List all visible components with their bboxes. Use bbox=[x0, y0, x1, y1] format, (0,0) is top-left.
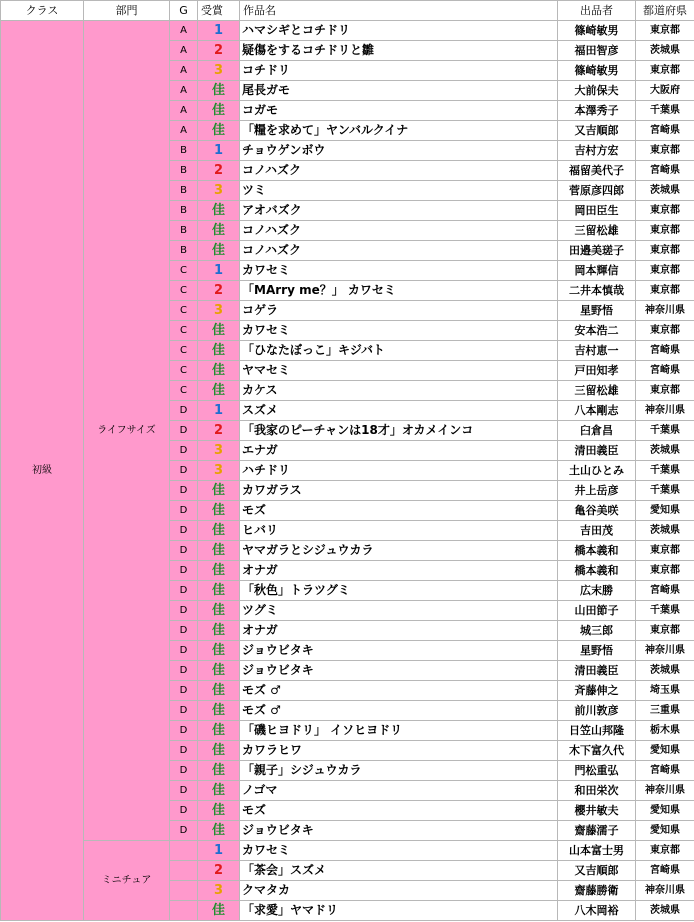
author-cell: 三留松雄 bbox=[558, 221, 636, 241]
author-cell: 福田智彦 bbox=[558, 41, 636, 61]
group-cell: B bbox=[170, 201, 198, 221]
prefecture-cell: 千葉県 bbox=[636, 421, 694, 441]
award-cell: 佳 bbox=[198, 201, 240, 221]
group-cell: B bbox=[170, 241, 198, 261]
award-cell: 佳 bbox=[198, 101, 240, 121]
title-cell: コゲラ bbox=[240, 301, 558, 321]
group-cell: D bbox=[170, 761, 198, 781]
group-cell bbox=[170, 901, 198, 921]
prefecture-cell: 宮崎県 bbox=[636, 161, 694, 181]
department-cell: ライフサイズ bbox=[84, 21, 170, 841]
title-cell: 「親子」シジュウカラ bbox=[240, 761, 558, 781]
prefecture-cell: 東京都 bbox=[636, 561, 694, 581]
group-cell: D bbox=[170, 641, 198, 661]
award-cell: 佳 bbox=[198, 721, 240, 741]
author-cell: 福留美代子 bbox=[558, 161, 636, 181]
group-cell: B bbox=[170, 161, 198, 181]
author-cell: 亀谷美咲 bbox=[558, 501, 636, 521]
title-cell: カワセミ bbox=[240, 841, 558, 861]
author-cell: 櫻井敏夫 bbox=[558, 801, 636, 821]
prefecture-cell: 神奈川県 bbox=[636, 301, 694, 321]
title-cell: ハチドリ bbox=[240, 461, 558, 481]
prefecture-cell: 千葉県 bbox=[636, 101, 694, 121]
author-cell: 岡本輝信 bbox=[558, 261, 636, 281]
award-cell: 佳 bbox=[198, 621, 240, 641]
award-cell: 佳 bbox=[198, 81, 240, 101]
title-cell: カワラヒワ bbox=[240, 741, 558, 761]
author-cell: 篠崎敏男 bbox=[558, 21, 636, 41]
group-cell: C bbox=[170, 321, 198, 341]
prefecture-cell: 東京都 bbox=[636, 241, 694, 261]
prefecture-cell: 栃木県 bbox=[636, 721, 694, 741]
prefecture-cell: 宮崎県 bbox=[636, 121, 694, 141]
award-cell: 佳 bbox=[198, 361, 240, 381]
title-cell: ヒバリ bbox=[240, 521, 558, 541]
group-cell: A bbox=[170, 41, 198, 61]
title-cell: 「ひなたぼっこ」キジバト bbox=[240, 341, 558, 361]
table-row bbox=[1, 841, 694, 861]
title-cell: チョウゲンボウ bbox=[240, 141, 558, 161]
header-pref: 都道府県 bbox=[636, 1, 694, 21]
award-cell: 3 bbox=[198, 441, 240, 461]
author-cell: 本澤秀子 bbox=[558, 101, 636, 121]
author-cell: 木下富久代 bbox=[558, 741, 636, 761]
title-cell: モズ ♂ bbox=[240, 681, 558, 701]
title-cell: ジョウビタキ bbox=[240, 641, 558, 661]
prefecture-cell: 大阪府 bbox=[636, 81, 694, 101]
title-cell: コノハズク bbox=[240, 241, 558, 261]
title-cell: オナガ bbox=[240, 621, 558, 641]
title-cell: 「磯ヒヨドリ」 イソヒヨドリ bbox=[240, 721, 558, 741]
group-cell: D bbox=[170, 661, 198, 681]
award-cell: 2 bbox=[198, 41, 240, 61]
group-cell: D bbox=[170, 481, 198, 501]
group-cell: D bbox=[170, 781, 198, 801]
prefecture-cell: 宮崎県 bbox=[636, 361, 694, 381]
award-cell: 佳 bbox=[198, 821, 240, 841]
award-cell: 3 bbox=[198, 61, 240, 81]
prefecture-cell: 神奈川県 bbox=[636, 641, 694, 661]
department-cell: ミニチュア bbox=[84, 841, 170, 921]
prefecture-cell: 東京都 bbox=[636, 21, 694, 41]
author-cell: 城三郎 bbox=[558, 621, 636, 641]
author-cell: 清田義臣 bbox=[558, 661, 636, 681]
title-cell: コノハズク bbox=[240, 161, 558, 181]
title-cell: コチドリ bbox=[240, 61, 558, 81]
award-cell: 2 bbox=[198, 281, 240, 301]
title-cell: コガモ bbox=[240, 101, 558, 121]
award-cell: 1 bbox=[198, 401, 240, 421]
award-cell: 佳 bbox=[198, 521, 240, 541]
group-cell: D bbox=[170, 401, 198, 421]
prefecture-cell: 東京都 bbox=[636, 281, 694, 301]
award-cell: 佳 bbox=[198, 601, 240, 621]
header-award: 受賞 bbox=[198, 1, 240, 21]
group-cell: B bbox=[170, 181, 198, 201]
group-cell: D bbox=[170, 561, 198, 581]
award-cell: 2 bbox=[198, 161, 240, 181]
title-cell: アオバズク bbox=[240, 201, 558, 221]
header-dept: 部門 bbox=[84, 1, 170, 21]
prefecture-cell: 茨城県 bbox=[636, 521, 694, 541]
award-cell: 2 bbox=[198, 421, 240, 441]
award-cell: 佳 bbox=[198, 501, 240, 521]
table-row bbox=[1, 21, 694, 41]
group-cell: D bbox=[170, 821, 198, 841]
prefecture-cell: 茨城県 bbox=[636, 41, 694, 61]
author-cell: 齋藤勝衛 bbox=[558, 881, 636, 901]
title-cell: モズ ♂ bbox=[240, 701, 558, 721]
award-cell: 佳 bbox=[198, 781, 240, 801]
prefecture-cell: 千葉県 bbox=[636, 461, 694, 481]
award-cell: 佳 bbox=[198, 321, 240, 341]
award-cell: 佳 bbox=[198, 241, 240, 261]
header-author: 出品者 bbox=[558, 1, 636, 21]
author-cell: 吉村恵一 bbox=[558, 341, 636, 361]
award-cell: 1 bbox=[198, 261, 240, 281]
prefecture-cell: 東京都 bbox=[636, 201, 694, 221]
title-cell: ジョウビタキ bbox=[240, 661, 558, 681]
award-cell: 佳 bbox=[198, 581, 240, 601]
author-cell: 山田節子 bbox=[558, 601, 636, 621]
author-cell: 和田栄次 bbox=[558, 781, 636, 801]
prefecture-cell: 神奈川県 bbox=[636, 881, 694, 901]
prefecture-cell: 東京都 bbox=[636, 261, 694, 281]
group-cell: A bbox=[170, 21, 198, 41]
author-cell: 清田義臣 bbox=[558, 441, 636, 461]
group-cell: C bbox=[170, 261, 198, 281]
title-cell: ハマシギとコチドリ bbox=[240, 21, 558, 41]
award-cell: 佳 bbox=[198, 541, 240, 561]
header-class: クラス bbox=[1, 1, 84, 21]
prefecture-cell: 茨城県 bbox=[636, 661, 694, 681]
prefecture-cell: 東京都 bbox=[636, 321, 694, 341]
award-cell: 3 bbox=[198, 181, 240, 201]
author-cell: 又吉順郎 bbox=[558, 121, 636, 141]
prefecture-cell: 東京都 bbox=[636, 221, 694, 241]
author-cell: 篠崎敏男 bbox=[558, 61, 636, 81]
header-group: G bbox=[170, 1, 198, 21]
award-cell: 3 bbox=[198, 461, 240, 481]
title-cell: 「糧を求めて」ヤンバルクイナ bbox=[240, 121, 558, 141]
award-cell: 佳 bbox=[198, 121, 240, 141]
award-cell: 佳 bbox=[198, 801, 240, 821]
title-cell: モズ bbox=[240, 501, 558, 521]
title-cell: エナガ bbox=[240, 441, 558, 461]
prefecture-cell: 千葉県 bbox=[636, 601, 694, 621]
author-cell: 臼倉昌 bbox=[558, 421, 636, 441]
group-cell: A bbox=[170, 101, 198, 121]
title-cell: ツミ bbox=[240, 181, 558, 201]
award-cell: 佳 bbox=[198, 641, 240, 661]
award-cell: 1 bbox=[198, 21, 240, 41]
title-cell: コノハズク bbox=[240, 221, 558, 241]
prefecture-cell: 愛知県 bbox=[636, 501, 694, 521]
award-cell: 1 bbox=[198, 141, 240, 161]
author-cell: 又吉順郎 bbox=[558, 861, 636, 881]
author-cell: 吉村方宏 bbox=[558, 141, 636, 161]
award-cell: 1 bbox=[198, 841, 240, 861]
group-cell: C bbox=[170, 361, 198, 381]
group-cell: D bbox=[170, 681, 198, 701]
award-cell: 佳 bbox=[198, 341, 240, 361]
author-cell: 井上岳彦 bbox=[558, 481, 636, 501]
title-cell: 尾長ガモ bbox=[240, 81, 558, 101]
award-cell: 3 bbox=[198, 301, 240, 321]
group-cell: A bbox=[170, 121, 198, 141]
author-cell: 田邉美瑳子 bbox=[558, 241, 636, 261]
group-cell: D bbox=[170, 441, 198, 461]
prefecture-cell: 東京都 bbox=[636, 141, 694, 161]
title-cell: 「秋色」トラツグミ bbox=[240, 581, 558, 601]
author-cell: 吉田茂 bbox=[558, 521, 636, 541]
group-cell: D bbox=[170, 721, 198, 741]
title-cell: 「茶会」スズメ bbox=[240, 861, 558, 881]
award-cell: 佳 bbox=[198, 741, 240, 761]
award-cell: 佳 bbox=[198, 761, 240, 781]
group-cell bbox=[170, 861, 198, 881]
title-cell: カワセミ bbox=[240, 321, 558, 341]
group-cell: D bbox=[170, 701, 198, 721]
prefecture-cell: 神奈川県 bbox=[636, 401, 694, 421]
award-cell: 佳 bbox=[198, 481, 240, 501]
award-cell: 佳 bbox=[198, 661, 240, 681]
award-cell: 佳 bbox=[198, 901, 240, 921]
author-cell: 八本剛志 bbox=[558, 401, 636, 421]
prefecture-cell: 宮崎県 bbox=[636, 341, 694, 361]
author-cell: 岡田臣生 bbox=[558, 201, 636, 221]
title-cell: カワセミ bbox=[240, 261, 558, 281]
group-cell: D bbox=[170, 541, 198, 561]
title-cell: オナガ bbox=[240, 561, 558, 581]
group-cell: D bbox=[170, 601, 198, 621]
prefecture-cell: 愛知県 bbox=[636, 821, 694, 841]
author-cell: 戸田知孝 bbox=[558, 361, 636, 381]
group-cell: C bbox=[170, 281, 198, 301]
group-cell: B bbox=[170, 221, 198, 241]
author-cell: 二井本慎哉 bbox=[558, 281, 636, 301]
prefecture-cell: 茨城県 bbox=[636, 901, 694, 921]
group-cell bbox=[170, 881, 198, 901]
prefecture-cell: 埼玉県 bbox=[636, 681, 694, 701]
title-cell: モズ bbox=[240, 801, 558, 821]
award-cell: 佳 bbox=[198, 681, 240, 701]
group-cell: D bbox=[170, 501, 198, 521]
prefecture-cell: 神奈川県 bbox=[636, 781, 694, 801]
prefecture-cell: 東京都 bbox=[636, 621, 694, 641]
award-cell: 佳 bbox=[198, 701, 240, 721]
award-cell: 3 bbox=[198, 881, 240, 901]
title-cell: ヤマセミ bbox=[240, 361, 558, 381]
prefecture-cell: 宮崎県 bbox=[636, 761, 694, 781]
author-cell: 橋本義和 bbox=[558, 561, 636, 581]
group-cell: D bbox=[170, 581, 198, 601]
title-cell: 疑傷をするコチドリと雛 bbox=[240, 41, 558, 61]
prefecture-cell: 東京都 bbox=[636, 61, 694, 81]
author-cell: 大前保夫 bbox=[558, 81, 636, 101]
prefecture-cell: 愛知県 bbox=[636, 741, 694, 761]
author-cell: 八木岡裕 bbox=[558, 901, 636, 921]
header-row bbox=[1, 1, 694, 21]
title-cell: カワガラス bbox=[240, 481, 558, 501]
author-cell: 広末勝 bbox=[558, 581, 636, 601]
prefecture-cell: 東京都 bbox=[636, 381, 694, 401]
prefecture-cell: 三重県 bbox=[636, 701, 694, 721]
group-cell: C bbox=[170, 341, 198, 361]
author-cell: 三留松雄 bbox=[558, 381, 636, 401]
group-cell: A bbox=[170, 61, 198, 81]
prefecture-cell: 千葉県 bbox=[636, 481, 694, 501]
author-cell: 土山ひとみ bbox=[558, 461, 636, 481]
prefecture-cell: 東京都 bbox=[636, 541, 694, 561]
class-cell: 初級 bbox=[1, 21, 84, 921]
title-cell: クマタカ bbox=[240, 881, 558, 901]
author-cell: 菅原彦四郎 bbox=[558, 181, 636, 201]
prefecture-cell: 愛知県 bbox=[636, 801, 694, 821]
header-title: 作品名 bbox=[240, 1, 558, 21]
author-cell: 齋藤濡子 bbox=[558, 821, 636, 841]
title-cell: ノゴマ bbox=[240, 781, 558, 801]
group-cell: D bbox=[170, 461, 198, 481]
group-cell: D bbox=[170, 741, 198, 761]
title-cell: カケス bbox=[240, 381, 558, 401]
prefecture-cell: 東京都 bbox=[636, 841, 694, 861]
title-cell: 「MArry me？」 カワセミ bbox=[240, 281, 558, 301]
title-cell: 「求愛」ヤマドリ bbox=[240, 901, 558, 921]
group-cell: A bbox=[170, 81, 198, 101]
title-cell: ヤマガラとシジュウカラ bbox=[240, 541, 558, 561]
group-cell bbox=[170, 841, 198, 861]
group-cell: C bbox=[170, 381, 198, 401]
group-cell: C bbox=[170, 301, 198, 321]
author-cell: 安本浩二 bbox=[558, 321, 636, 341]
prefecture-cell: 茨城県 bbox=[636, 441, 694, 461]
table-body bbox=[1, 21, 694, 921]
group-cell: D bbox=[170, 421, 198, 441]
author-cell: 前川敦彦 bbox=[558, 701, 636, 721]
title-cell: ツグミ bbox=[240, 601, 558, 621]
prefecture-cell: 宮崎県 bbox=[636, 581, 694, 601]
group-cell: D bbox=[170, 521, 198, 541]
author-cell: 斉藤伸之 bbox=[558, 681, 636, 701]
group-cell: B bbox=[170, 141, 198, 161]
award-cell: 佳 bbox=[198, 561, 240, 581]
author-cell: 日笠山邦隆 bbox=[558, 721, 636, 741]
prefecture-cell: 宮崎県 bbox=[636, 861, 694, 881]
title-cell: スズメ bbox=[240, 401, 558, 421]
author-cell: 山本富士男 bbox=[558, 841, 636, 861]
author-cell: 星野悟 bbox=[558, 641, 636, 661]
author-cell: 門松重弘 bbox=[558, 761, 636, 781]
group-cell: D bbox=[170, 621, 198, 641]
award-cell: 佳 bbox=[198, 221, 240, 241]
title-cell: ジョウビタキ bbox=[240, 821, 558, 841]
author-cell: 星野悟 bbox=[558, 301, 636, 321]
prefecture-cell: 茨城県 bbox=[636, 181, 694, 201]
title-cell: 「我家のピーチャンは18才」オカメインコ bbox=[240, 421, 558, 441]
award-cell: 2 bbox=[198, 861, 240, 881]
award-cell: 佳 bbox=[198, 381, 240, 401]
author-cell: 橋本義和 bbox=[558, 541, 636, 561]
group-cell: D bbox=[170, 801, 198, 821]
